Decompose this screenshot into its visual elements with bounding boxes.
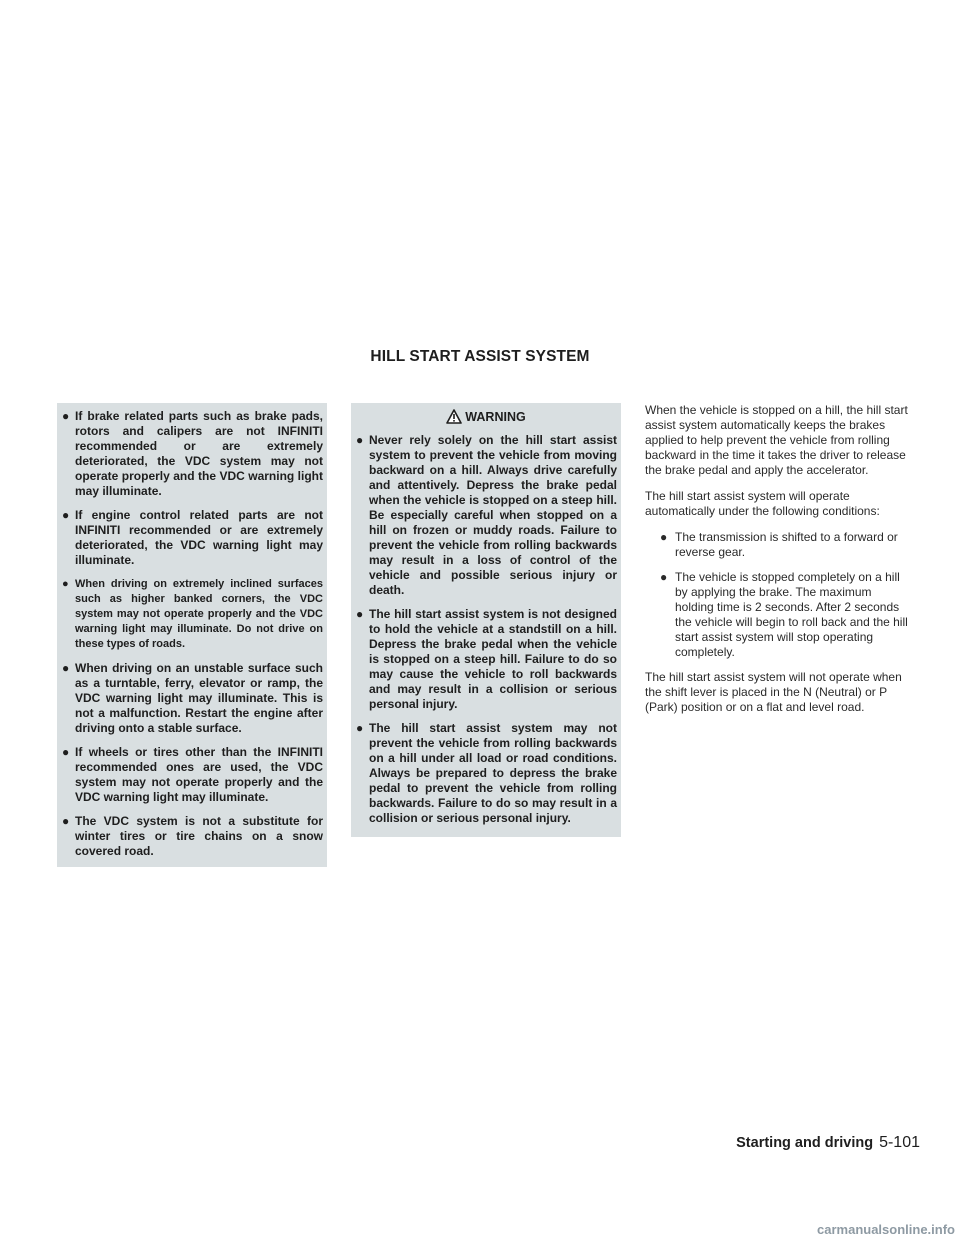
warning-box [351,403,621,837]
list-item: ● The hill start assist system may not prevent the vehicle from rolling backwards on a hill under all load or road conditions. Always be prepared to depress the brake pedal to prevent the vehicle from rolling backwards. Failure to do so may result in a collision or serious personal injury. [356,721,617,825]
warning-bullet-list [351,433,617,835]
watermark: carmanualsonline.info [817,1222,955,1237]
list-item: ● The transmission is shifted to a forward or reverse gear. [660,530,898,559]
section-title: HILL START ASSIST SYSTEM [370,348,590,365]
list-item: ● If wheels or tires other than the INFINITI recommended ones are used, the VDC system may not operate properly and the VDC warning light may illuminate. [62,745,323,804]
bullet-icon: ● [62,661,70,675]
page-number: 5-101 [879,1134,920,1151]
list-item: ● When driving on an unstable surface such as a turntable, ferry, elevator or ramp, the VDC warning light may illuminate. This is not a malfunction. Restart the engine after driving onto a stable surface. [62,661,323,735]
description-column [645,403,913,726]
conditions-intro: The hill start assist system will operate automatically under the following conditions: [645,489,880,518]
non-operation-paragraph: The hill start assist system will not operate when the shift lever is placed in the N (Neutral) or P (Park) position or on a flat and level road. [645,670,902,714]
list-item: ● Never rely solely on the hill start assist system to prevent the vehicle from moving backward on a hill. Always drive carefully and attentively. Depress the brake pedal when the vehicle is stopped on a steep hill. Be especially careful when stopped on a hill on frozen or muddy roads. Failure to prevent the vehicle from rolling backwards may result in a loss of control of the vehicle and possible serious injury or death. [356,433,617,597]
bullet-icon: ● [356,721,364,735]
bullet-icon: ● [62,578,69,590]
list-item: ● If brake related parts such as brake pads, rotors and calipers are not INFINITI recommended or are extremely deteriorated, the VDC system may not operate properly and the VDC warning light may illuminate. [62,409,323,498]
intro-paragraph: When the vehicle is stopped on a hill, the hill start assist system automatically keeps the brakes applied to help prevent the vehicle from rolling backward in the time it takes the driver to release the brake pedal and apply the accelerator. [645,403,908,477]
warning-heading: WARNING [351,408,621,426]
list-item: ● If engine control related parts are not INFINITI recommended or are extremely deteriorated, the VDC warning light may illuminate. [62,508,323,567]
bullet-icon: ● [356,607,364,621]
bullet-icon: ● [62,409,70,423]
bullet-icon: ● [62,814,70,828]
list-item: ● The vehicle is stopped completely on a hill by applying the brake. The maximum holding time is 2 seconds. After 2 seconds the vehicle will begin to roll back and the hill start assist system will stop operating completely. [660,570,908,659]
bullet-icon: ● [62,508,70,522]
caution-box-left [57,403,327,867]
footer-section-label: Starting and driving [736,1135,874,1151]
bullet-icon: ● [660,570,668,584]
warning-triangle-icon [446,409,462,424]
list-item: ● The VDC system is not a substitute for winter tires or tire chains on a snow covered road. [62,814,323,858]
left-bullet-list [57,409,323,868]
bullet-icon: ● [660,530,668,544]
list-item: ● When driving on extremely inclined surfaces such as higher banked corners, the VDC system may not operate properly and the VDC warning light may illuminate. Do not drive on these types of roads. [62,578,323,650]
bullet-icon: ● [62,745,70,759]
conditions-list [645,530,913,660]
list-item: ● The hill start assist system is not designed to hold the vehicle at a standstill on a hill. Depress the brake pedal when the vehicle is stopped on a steep hill. Failure to do so may cause the vehicle to roll backwards and may result in a collision or serious personal injury. [356,607,617,711]
page-footer [700,1134,920,1152]
bullet-icon: ● [356,433,364,447]
